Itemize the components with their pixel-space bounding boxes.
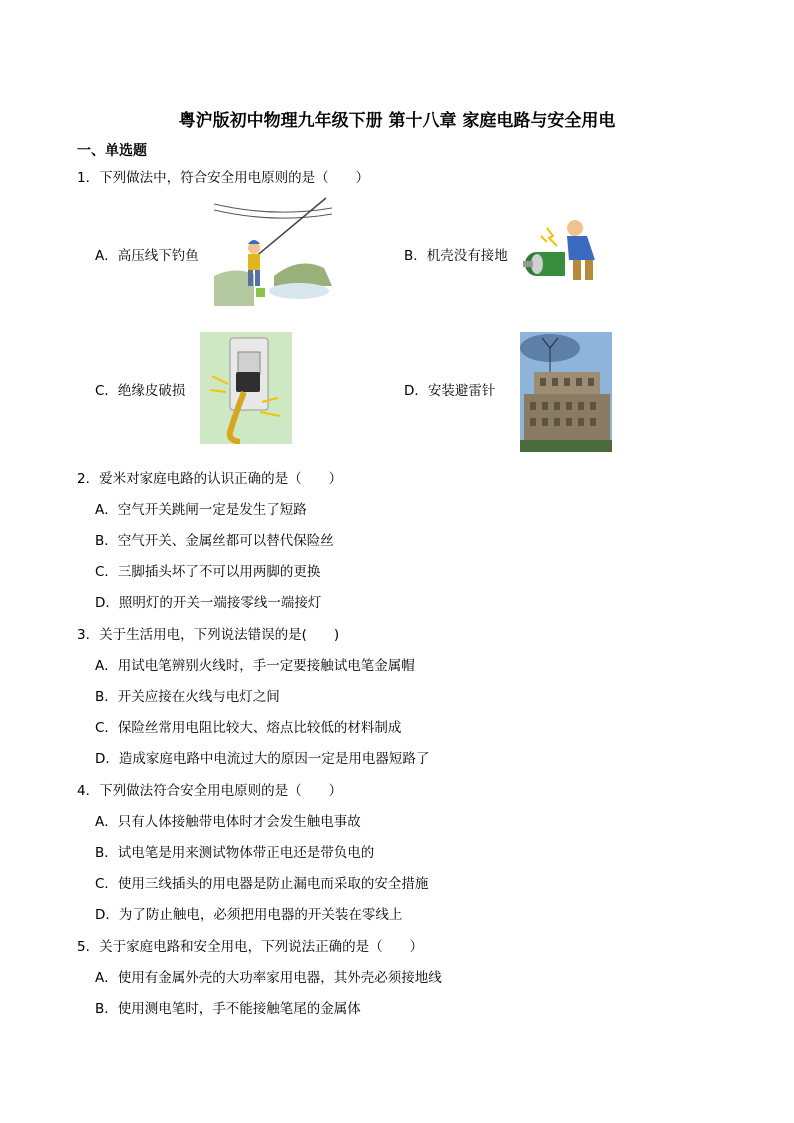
ungrounded-motor-image bbox=[523, 216, 607, 282]
question-3-option-b: B．开关应接在火线与电灯之间 bbox=[95, 689, 280, 705]
question-2-option-c: C．三脚插头坏了不可以用两脚的更换 bbox=[95, 564, 321, 580]
question-2-option-b: B．空气开关、金属丝都可以替代保险丝 bbox=[95, 533, 334, 549]
question-4-option-a: A．只有人体接触带电体时才会发生触电事故 bbox=[95, 814, 361, 830]
question-2-option-a: A．空气开关跳闸一定是发生了短路 bbox=[95, 502, 307, 518]
question-2-option-d: D．照明灯的开关一端接零线一端接灯 bbox=[95, 595, 322, 611]
question-4-stem: 4．下列做法符合安全用电原则的是（ ） bbox=[77, 783, 343, 799]
question-3-option-d: D．造成家庭电路中电流过大的原因一定是用电器短路了 bbox=[95, 751, 430, 767]
question-5-option-b: B．使用测电笔时，手不能接触笔尾的金属体 bbox=[95, 1001, 361, 1017]
question-1-stem: 1．下列做法中，符合安全用电原则的是（ ） bbox=[77, 170, 370, 186]
document-title: 粤沪版初中物理九年级下册 第十八章 家庭电路与安全用电 bbox=[178, 111, 616, 131]
question-5-option-a: A．使用有金属外壳的大功率家用电器，其外壳必须接地线 bbox=[95, 970, 442, 986]
fishing-under-power-line-image bbox=[214, 196, 332, 306]
question-1-option-d: D．安装避雷针 bbox=[404, 383, 496, 399]
question-1-option-a: A．高压线下钓鱼 bbox=[95, 248, 199, 264]
damaged-plug-image bbox=[200, 332, 292, 444]
question-2-stem: 2．爱米对家庭电路的认识正确的是（ ） bbox=[77, 471, 343, 487]
question-3-option-c: C．保险丝常用电阻比较大、熔点比较低的材料制成 bbox=[95, 720, 402, 736]
section-heading: 一、单选题 bbox=[77, 143, 147, 159]
question-4-option-d: D．为了防止触电，必须把用电器的开关装在零线上 bbox=[95, 907, 403, 923]
question-1-option-b: B．机壳没有接地 bbox=[404, 248, 508, 264]
question-4-option-c: C．使用三线插头的用电器是防止漏电而采取的安全措施 bbox=[95, 876, 429, 892]
question-4-option-b: B．试电笔是用来测试物体带正电还是带负电的 bbox=[95, 845, 375, 861]
question-1-option-c: C．绝缘皮破损 bbox=[95, 383, 186, 399]
question-5-stem: 5．关于家庭电路和安全用电，下列说法正确的是（ ） bbox=[77, 939, 424, 955]
question-3-option-a: A．用试电笔辨别火线时，手一定要接触试电笔金属帽 bbox=[95, 658, 415, 674]
question-3-stem: 3．关于生活用电，下列说法错误的是( ) bbox=[77, 627, 340, 643]
building-with-lightning-rod-image bbox=[520, 332, 612, 452]
